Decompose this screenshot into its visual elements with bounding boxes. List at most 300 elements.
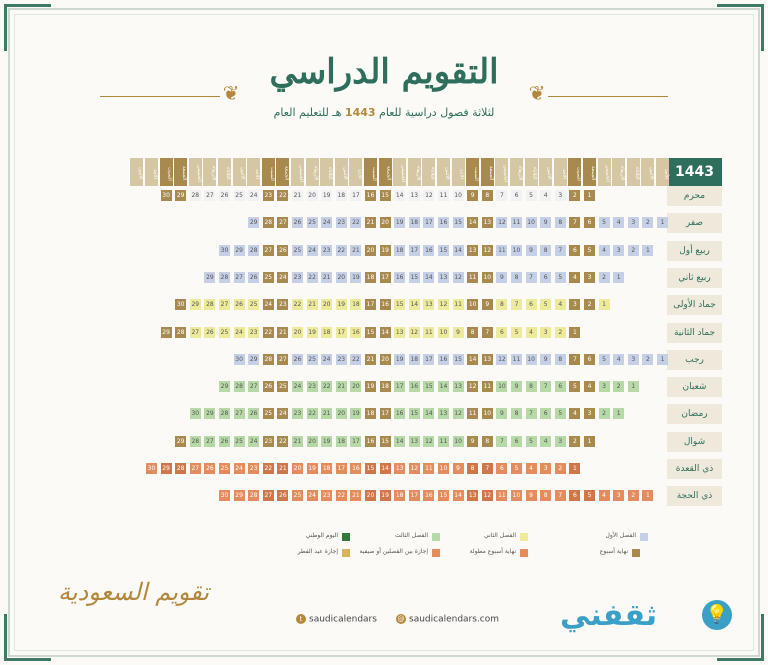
day-cell: 24 [293, 383, 302, 391]
day-cell: 24 [308, 492, 316, 500]
day-cell: 15 [410, 410, 419, 418]
day-cell: 14 [468, 355, 477, 363]
day-cell: 20 [381, 355, 389, 363]
day-cell: 11 [454, 301, 462, 309]
day-cell: 16 [352, 328, 360, 336]
day-cell: 22 [322, 383, 331, 391]
weekday-header: السبت [160, 158, 173, 186]
day-cell: 24 [264, 301, 273, 309]
legend-swatch [520, 549, 528, 557]
weekday-header: السبت [466, 158, 479, 186]
day-cell: 24 [322, 219, 331, 227]
day-cell: 11 [425, 465, 433, 472]
day-cell: 6 [555, 381, 566, 392]
day-cell: 4 [540, 190, 551, 201]
day-cell: 4 [569, 408, 580, 419]
day-cell: 19 [322, 192, 331, 199]
day-cell: 6 [496, 463, 507, 474]
day-cell: 22 [352, 219, 360, 227]
day-cell: 13 [468, 246, 477, 254]
day-cell: 7 [555, 245, 566, 256]
day-cell: 7 [482, 463, 493, 474]
day-cell: 14 [454, 246, 462, 254]
day-cell: 2 [628, 245, 639, 256]
day-cell: 21 [279, 465, 287, 472]
day-cell: 1 [599, 299, 610, 310]
day-cell: 13 [425, 301, 433, 309]
weekday-header: الأربعاء [408, 158, 421, 186]
day-cell: 29 [249, 219, 258, 227]
legend-label: الفصل الأول [605, 532, 636, 539]
day-cell: 5 [555, 272, 566, 283]
day-cell: 20 [308, 192, 316, 199]
day-cell: 20 [352, 383, 360, 391]
month-label: ذي الحجة [667, 486, 722, 506]
day-cell: 9 [496, 408, 507, 419]
day-cell: 16 [366, 437, 375, 445]
day-cell: 29 [191, 301, 200, 309]
day-cell: 6 [511, 436, 522, 447]
day-cell: 11 [512, 219, 521, 227]
day-cell: 9 [526, 490, 537, 501]
day-cell: 24 [308, 246, 316, 254]
day-cell: 9 [453, 327, 464, 338]
day-cell: 27 [264, 492, 273, 500]
day-cell: 13 [439, 273, 448, 281]
day-cell: 12 [454, 410, 462, 418]
day-cell: 15 [366, 328, 375, 336]
weekday-header: الثلاثاء [627, 158, 640, 186]
day-cell: 11 [439, 437, 448, 445]
day-cell: 24 [235, 328, 243, 336]
weekday-header: الأربعاء [306, 158, 319, 186]
legend-swatch [342, 549, 350, 557]
day-cell: 29 [176, 192, 185, 199]
day-cell: 18 [366, 410, 375, 418]
day-cell: 16 [366, 192, 375, 199]
day-cell: 17 [425, 219, 433, 227]
legend-label: اليوم الوطني [305, 532, 338, 539]
day-cell: 24 [249, 192, 258, 199]
day-cell: 5 [511, 327, 522, 338]
day-cell: 28 [264, 219, 273, 227]
day-cell: 27 [206, 192, 214, 199]
day-cell: 16 [425, 492, 433, 500]
day-cell: 19 [308, 465, 316, 472]
day-cell: 26 [206, 328, 214, 336]
day-cell: 20 [308, 437, 316, 445]
day-cell: 25 [293, 492, 302, 500]
day-cell: 28 [249, 246, 258, 254]
legend-label: الفصل الثاني [484, 532, 516, 539]
day-cell: 10 [527, 219, 535, 227]
month-label: ذي القعدة [667, 459, 722, 479]
globe-icon: @ [397, 615, 405, 623]
day-cell: 10 [498, 383, 506, 391]
day-cell: 30 [220, 492, 229, 500]
day-cell: 29 [220, 383, 229, 391]
month-label: ربيع ثاني [667, 268, 722, 288]
day-cell: 19 [395, 219, 404, 227]
day-cell: 1 [657, 217, 668, 228]
legend-label: نهاية أسبوع مطولة [469, 548, 516, 555]
day-cell: 12 [425, 192, 433, 199]
day-cell: 22 [264, 465, 273, 472]
day-cell: 6 [540, 408, 551, 419]
day-cell: 21 [322, 410, 331, 418]
weekday-header: الجمعة [276, 158, 289, 186]
day-cell: 7 [496, 436, 507, 447]
day-cell: 2 [599, 272, 610, 283]
day-cell: 8 [540, 490, 551, 501]
day-cell: 27 [249, 383, 258, 391]
day-cell: 28 [191, 437, 200, 445]
day-cell: 2 [599, 408, 610, 419]
day-cell: 10 [468, 301, 477, 309]
day-cell: 5 [584, 245, 595, 256]
weekday-header: الأحد [656, 158, 669, 186]
day-cell: 8 [555, 354, 566, 365]
day-cell: 22 [279, 192, 287, 199]
day-cell: 18 [410, 219, 419, 227]
day-cell: 14 [410, 301, 419, 309]
day-cell: 13 [454, 383, 462, 391]
legend-swatch [632, 549, 640, 557]
day-cell: 4 [540, 436, 551, 447]
day-cell: 26 [235, 301, 243, 309]
day-cell: 12 [410, 328, 419, 336]
day-cell: 20 [366, 246, 375, 254]
day-cell: 25 [293, 246, 302, 254]
day-cell: 11 [498, 492, 506, 500]
day-cell: 23 [264, 437, 273, 445]
day-cell: 17 [366, 301, 375, 309]
weekday-header: الأربعاء [203, 158, 216, 186]
weekday-header: الخميس [495, 158, 508, 186]
month-label: جماد الثانية [667, 323, 722, 343]
weekday-header: السبت [364, 158, 377, 186]
day-cell: 10 [483, 273, 492, 281]
weekday-header: الجمعة [174, 158, 187, 186]
weekday-header: الخميس [598, 158, 611, 186]
weekday-header: الخميس [189, 158, 202, 186]
day-cell: 20 [337, 410, 346, 418]
day-cell: 28 [220, 410, 229, 418]
day-cell: 3 [540, 463, 551, 474]
day-cell: 15 [425, 383, 433, 391]
day-cell: 8 [496, 299, 507, 310]
day-cell: 26 [264, 383, 273, 391]
weekday-header: السبت [568, 158, 581, 186]
day-cell: 6 [584, 217, 595, 228]
twitter-handle[interactable]: t saudicalendars [296, 614, 377, 625]
month-label: رجب [667, 350, 722, 370]
legend-swatch [432, 549, 440, 557]
day-cell: 9 [482, 299, 493, 310]
day-cell: 18 [322, 328, 331, 336]
weekday-header: الاثنين [233, 158, 246, 186]
day-cell: 26 [206, 465, 214, 472]
day-cell: 4 [613, 354, 624, 365]
day-cell: 20 [322, 301, 331, 309]
day-cell: 27 [191, 465, 200, 472]
day-cell: 11 [425, 328, 433, 336]
day-cell: 28 [264, 355, 273, 363]
legend-swatch [342, 533, 350, 541]
day-cell: 25 [220, 328, 229, 336]
day-cell: 19 [322, 437, 331, 445]
day-cell: 9 [453, 463, 464, 474]
day-cell: 12 [483, 246, 492, 254]
day-cell: 9 [467, 190, 478, 201]
day-cell: 10 [512, 246, 521, 254]
day-cell: 1 [584, 190, 595, 201]
day-cell: 7 [482, 327, 493, 338]
day-cell: 10 [527, 355, 535, 363]
brand-name: ثقفني [560, 598, 658, 633]
day-cell: 1 [628, 381, 639, 392]
day-cell: 1 [569, 463, 580, 474]
day-cell: 4 [526, 463, 537, 474]
day-cell: 13 [483, 219, 492, 227]
day-cell: 5 [526, 190, 537, 201]
day-cell: 25 [249, 301, 258, 309]
day-cell: 18 [337, 192, 346, 199]
day-cell: 5 [599, 354, 610, 365]
weekday-header: الجمعة [379, 158, 392, 186]
day-cell: 14 [468, 219, 477, 227]
day-cell: 23 [337, 219, 346, 227]
day-cell: 26 [249, 410, 258, 418]
ornament-icon: ❦ [222, 81, 240, 105]
day-cell: 17 [410, 246, 419, 254]
day-cell: 8 [467, 463, 478, 474]
day-cell: 28 [220, 273, 229, 281]
day-cell: 16 [395, 273, 404, 281]
day-cell: 23 [293, 273, 302, 281]
day-cell: 14 [439, 383, 448, 391]
day-cell: 5 [540, 299, 551, 310]
day-cell: 24 [279, 273, 287, 281]
day-cell: 8 [482, 436, 493, 447]
weekday-header: الأحد [554, 158, 567, 186]
day-cell: 16 [439, 355, 448, 363]
day-cell: 7 [511, 299, 522, 310]
day-cell: 27 [264, 246, 273, 254]
day-cell: 25 [264, 410, 273, 418]
legend-label: إجازة بين الفصلين أو صيفية [359, 548, 428, 555]
day-cell: 21 [352, 246, 360, 254]
day-cell: 25 [235, 192, 243, 199]
day-cell: 6 [540, 272, 551, 283]
day-cell: 29 [206, 273, 214, 281]
legend-label: الفصل الثالث [394, 532, 428, 539]
day-cell: 18 [410, 355, 419, 363]
day-cell: 14 [454, 492, 462, 500]
day-cell: 11 [468, 410, 477, 418]
day-cell: 20 [381, 219, 389, 227]
day-cell: 23 [249, 465, 258, 472]
day-cell: 3 [555, 190, 566, 201]
day-cell: 8 [526, 381, 537, 392]
day-cell: 23 [337, 355, 346, 363]
day-cell: 11 [498, 246, 506, 254]
day-cell: 9 [496, 272, 507, 283]
legend [0, 533, 768, 563]
day-cell: 3 [599, 381, 610, 392]
day-cell: 4 [613, 217, 624, 228]
day-cell: 30 [162, 192, 170, 199]
day-cell: 5 [511, 463, 522, 474]
day-cell: 7 [526, 272, 537, 283]
day-cell: 26 [220, 437, 229, 445]
twitter-icon: t [296, 614, 306, 624]
day-cell: 20 [337, 273, 346, 281]
day-cell: 19 [395, 355, 404, 363]
day-cell: 17 [352, 192, 360, 199]
day-cell: 15 [395, 301, 404, 309]
day-cell: 22 [308, 273, 316, 281]
day-cell: 10 [439, 328, 448, 336]
day-cell: 23 [322, 246, 331, 254]
day-cell: 2 [642, 354, 653, 365]
day-cell: 13 [395, 328, 404, 336]
day-cell: 9 [540, 354, 551, 365]
day-cell: 14 [381, 465, 389, 472]
legend-label: نهاية أسبوع [599, 548, 628, 555]
lightbulb-icon: 💡 [702, 600, 732, 630]
day-cell: 19 [381, 492, 389, 500]
day-cell: 20 [293, 465, 302, 472]
day-cell: 20 [366, 492, 375, 500]
day-cell: 18 [395, 492, 404, 500]
day-cell: 24 [235, 465, 243, 472]
day-cell: 29 [249, 355, 258, 363]
day-cell: 21 [293, 437, 302, 445]
weekday-header: الجمعة [481, 158, 494, 186]
day-cell: 17 [410, 492, 419, 500]
day-cell: 4 [526, 327, 537, 338]
day-cell: 26 [220, 192, 229, 199]
day-cell: 14 [395, 437, 404, 445]
day-cell: 13 [468, 492, 477, 500]
day-cell: 29 [235, 246, 243, 254]
day-cell: 16 [352, 465, 360, 472]
day-cell: 27 [279, 355, 287, 363]
day-cell: 3 [584, 408, 595, 419]
day-cell: 11 [439, 192, 448, 199]
day-cell: 6 [511, 190, 522, 201]
day-cell: 30 [147, 465, 156, 472]
day-cell: 22 [293, 301, 302, 309]
day-cell: 18 [322, 465, 331, 472]
day-cell: 2 [628, 490, 639, 501]
day-cell: 24 [249, 437, 258, 445]
day-cell: 10 [512, 492, 521, 500]
day-cell: 18 [395, 246, 404, 254]
day-cell: 16 [410, 383, 419, 391]
day-cell: 21 [322, 273, 331, 281]
day-cell: 13 [439, 410, 448, 418]
day-cell: 25 [308, 355, 316, 363]
day-cell: 8 [467, 327, 478, 338]
month-label: شعبان [667, 377, 722, 397]
day-cell: 27 [235, 410, 243, 418]
day-cell: 25 [308, 219, 316, 227]
day-cell: 12 [425, 437, 433, 445]
day-cell: 17 [381, 273, 389, 281]
day-cell: 22 [337, 492, 346, 500]
day-cell: 22 [308, 410, 316, 418]
day-cell: 23 [279, 301, 287, 309]
day-cell: 3 [540, 327, 551, 338]
day-cell: 3 [613, 490, 624, 501]
day-cell: 27 [279, 219, 287, 227]
website-link[interactable]: @ saudicalendars.com [397, 614, 500, 625]
day-cell: 17 [337, 328, 346, 336]
page-title: التقويم الدراسي [269, 52, 499, 92]
weekday-header: الاثنين [539, 158, 552, 186]
day-cell: 27 [235, 273, 243, 281]
weekday-header: الأحد [145, 158, 158, 186]
day-cell: 3 [555, 436, 566, 447]
weekday-header: الجمعة [583, 158, 596, 186]
day-cell: 7 [526, 408, 537, 419]
day-cell: 15 [381, 437, 389, 445]
day-cell: 2 [569, 436, 580, 447]
day-cell: 14 [425, 410, 433, 418]
weekday-header: الاثنين [335, 158, 348, 186]
day-cell: 5 [584, 490, 595, 501]
day-cell: 2 [569, 190, 580, 201]
day-cell: 27 [206, 437, 214, 445]
day-cell: 12 [468, 383, 477, 391]
day-cell: 25 [264, 273, 273, 281]
day-cell: 2 [555, 327, 566, 338]
day-cell: 28 [176, 465, 185, 472]
month-label: شوال [667, 432, 722, 452]
day-cell: 28 [249, 492, 258, 500]
day-cell: 4 [599, 490, 610, 501]
day-cell: 4 [569, 272, 580, 283]
day-cell: 4 [584, 381, 595, 392]
day-cell: 24 [279, 410, 287, 418]
day-cell: 21 [352, 492, 360, 500]
day-cell: 5 [526, 436, 537, 447]
day-cell: 18 [366, 273, 375, 281]
day-cell: 15 [366, 465, 375, 472]
day-cell: 3 [569, 299, 580, 310]
legend-swatch [432, 533, 440, 541]
day-cell: 28 [191, 192, 200, 199]
legend-swatch [640, 533, 648, 541]
day-cell: 1 [584, 436, 595, 447]
month-label: رمضان [667, 404, 722, 424]
day-cell: 20 [293, 328, 302, 336]
day-cell: 7 [555, 490, 566, 501]
day-cell: 15 [381, 192, 389, 199]
day-cell: 2 [642, 217, 653, 228]
day-cell: 21 [308, 301, 316, 309]
day-cell: 10 [483, 410, 492, 418]
day-cell: 8 [482, 190, 493, 201]
day-cell: 11 [483, 383, 492, 391]
day-cell: 26 [293, 219, 302, 227]
weekday-header: الأحد [349, 158, 362, 186]
weekday-header: الثلاثاء [218, 158, 231, 186]
day-cell: 5 [555, 408, 566, 419]
legend-swatch [520, 533, 528, 541]
